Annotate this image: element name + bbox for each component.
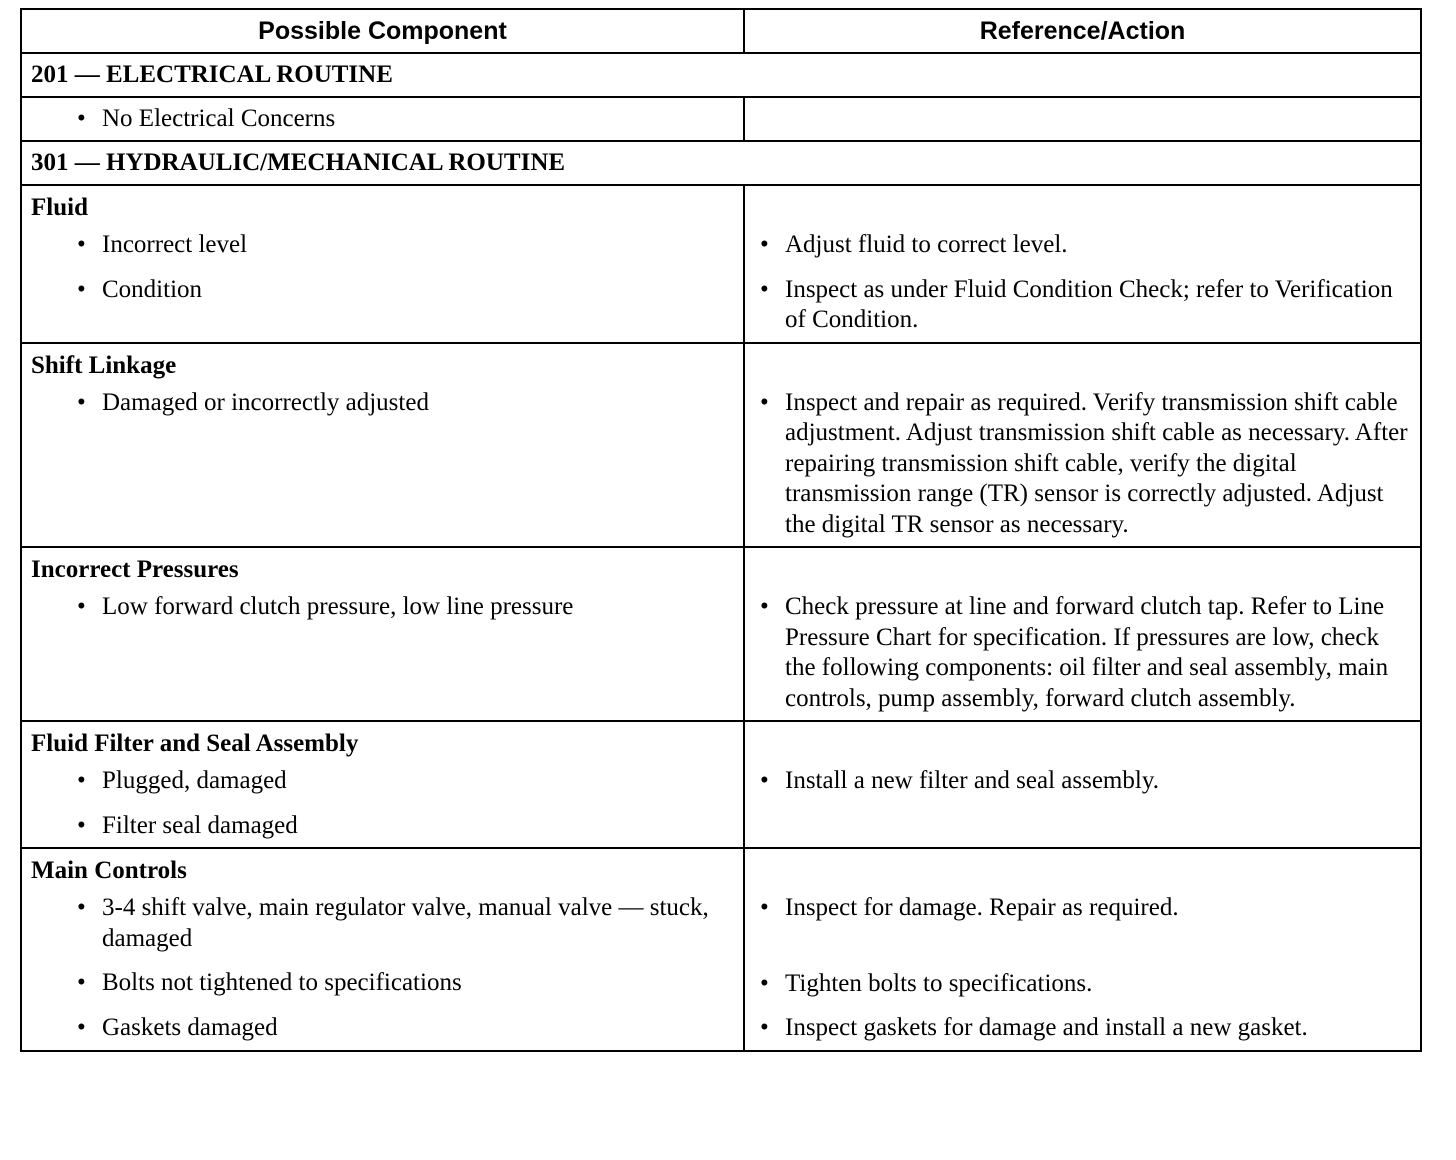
list-item xyxy=(22,230,743,261)
header-reference-action: Reference/Action xyxy=(744,9,1421,53)
list-item xyxy=(22,893,743,954)
bullet-icon: • xyxy=(77,1013,86,1041)
table-row xyxy=(21,547,1421,721)
list-item xyxy=(22,592,743,623)
component-cell xyxy=(21,343,744,548)
list-item xyxy=(745,766,1420,797)
bullet-icon: • xyxy=(77,593,86,620)
bullet-icon: • xyxy=(760,388,769,416)
bullet-icon: • xyxy=(760,969,769,997)
group-title-main-controls: Main Controls xyxy=(31,857,187,884)
bullet-icon: • xyxy=(760,275,769,303)
group-title-shift-linkage: Shift Linkage xyxy=(31,351,177,379)
table-row xyxy=(21,97,1421,141)
section-title-hydraulic: 301 — HYDRAULIC/MECHANICAL ROUTINE xyxy=(21,141,1421,185)
action-cell xyxy=(744,547,1421,721)
action-cell xyxy=(744,721,1421,848)
table-row xyxy=(21,721,1421,848)
list-item xyxy=(745,388,1420,541)
bullet-icon: • xyxy=(77,767,86,794)
action-cell xyxy=(744,97,1421,141)
bullet-icon: • xyxy=(760,894,769,921)
component-text: No Electrical Concerns xyxy=(102,104,336,132)
bullet-icon: • xyxy=(77,231,86,258)
bullet-icon: • xyxy=(760,1014,769,1041)
action-text: Inspect gaskets for damage and install a new gasket. xyxy=(785,1014,1308,1041)
list-item xyxy=(22,811,743,842)
action-text: Inspect and repair as required. Verify transmission shift cable adjustment. Adjust transmission shift cable as necessary. After repairing transmission shift cable, verify the digital transmission range (TR) sensor is correctly adjusted. Adjust the digital TR sensor as necessary. xyxy=(785,388,1408,538)
bullet-icon: • xyxy=(77,969,86,996)
table-row xyxy=(21,185,1421,343)
table-row xyxy=(21,343,1421,548)
action-text: Adjust fluid to correct level. xyxy=(785,231,1068,258)
bullet-icon: • xyxy=(77,388,86,416)
component-text: Filter seal damaged xyxy=(102,811,298,839)
list-item xyxy=(22,388,743,419)
header-row xyxy=(21,9,1421,53)
list-item xyxy=(22,104,743,135)
list-item xyxy=(745,275,1420,336)
action-text: Check pressure at line and forward clutch tap. Refer to Line Pressure Chart for specification. If pressures are low, check the following components: oil filter and seal assembly, main controls, pump assembly, forward clutch assembly. xyxy=(785,593,1389,712)
component-text: Plugged, damaged xyxy=(102,767,287,794)
action-text: Install a new filter and seal assembly. xyxy=(785,767,1159,794)
component-text: Damaged or incorrectly adjusted xyxy=(102,388,429,416)
group-title-fluid-filter: Fluid Filter and Seal Assembly xyxy=(31,730,359,757)
component-text: Low forward clutch pressure, low line pressure xyxy=(102,593,574,620)
header-possible-component: Possible Component xyxy=(21,9,744,53)
list-item xyxy=(745,230,1420,261)
component-cell xyxy=(21,97,744,141)
component-cell xyxy=(21,848,744,1051)
group-title-incorrect-pressures: Incorrect Pressures xyxy=(31,556,239,583)
bullet-icon: • xyxy=(760,593,769,620)
action-text: Inspect as under Fluid Condition Check; refer to Verification of Condition. xyxy=(785,275,1393,333)
action-text: Tighten bolts to specifications. xyxy=(785,969,1093,997)
list-item xyxy=(22,766,743,797)
section-title-electrical: 201 — ELECTRICAL ROUTINE xyxy=(21,53,1421,97)
bullet-icon: • xyxy=(77,894,86,921)
action-cell xyxy=(744,848,1421,1051)
component-text: Gaskets damaged xyxy=(102,1013,278,1041)
component-text: Incorrect level xyxy=(102,231,248,258)
action-cell xyxy=(744,343,1421,548)
section-row-electrical xyxy=(21,53,1421,97)
action-cell xyxy=(744,185,1421,343)
list-item xyxy=(22,1013,743,1044)
diagnosis-table xyxy=(20,8,1422,1052)
list-item xyxy=(745,969,1420,1000)
component-cell xyxy=(21,547,744,721)
table-row xyxy=(21,848,1421,1051)
list-item xyxy=(745,592,1420,714)
bullet-icon: • xyxy=(760,231,769,258)
component-cell xyxy=(21,185,744,343)
action-text: Inspect for damage. Repair as required. xyxy=(785,894,1179,921)
list-item xyxy=(22,968,743,999)
bullet-icon: • xyxy=(760,767,769,794)
component-text: Condition xyxy=(102,275,203,303)
bullet-icon: • xyxy=(77,811,86,839)
bullet-icon: • xyxy=(77,275,86,303)
section-row-hydraulic xyxy=(21,141,1421,185)
component-text: Bolts not tightened to specifications xyxy=(102,969,462,996)
list-item xyxy=(745,1013,1420,1044)
component-cell xyxy=(21,721,744,848)
bullet-icon: • xyxy=(77,104,86,132)
list-item xyxy=(745,893,1420,924)
component-text: 3-4 shift valve, main regulator valve, manual valve — stuck, damaged xyxy=(102,894,709,952)
group-title-fluid: Fluid xyxy=(31,194,88,221)
list-item xyxy=(22,275,743,306)
